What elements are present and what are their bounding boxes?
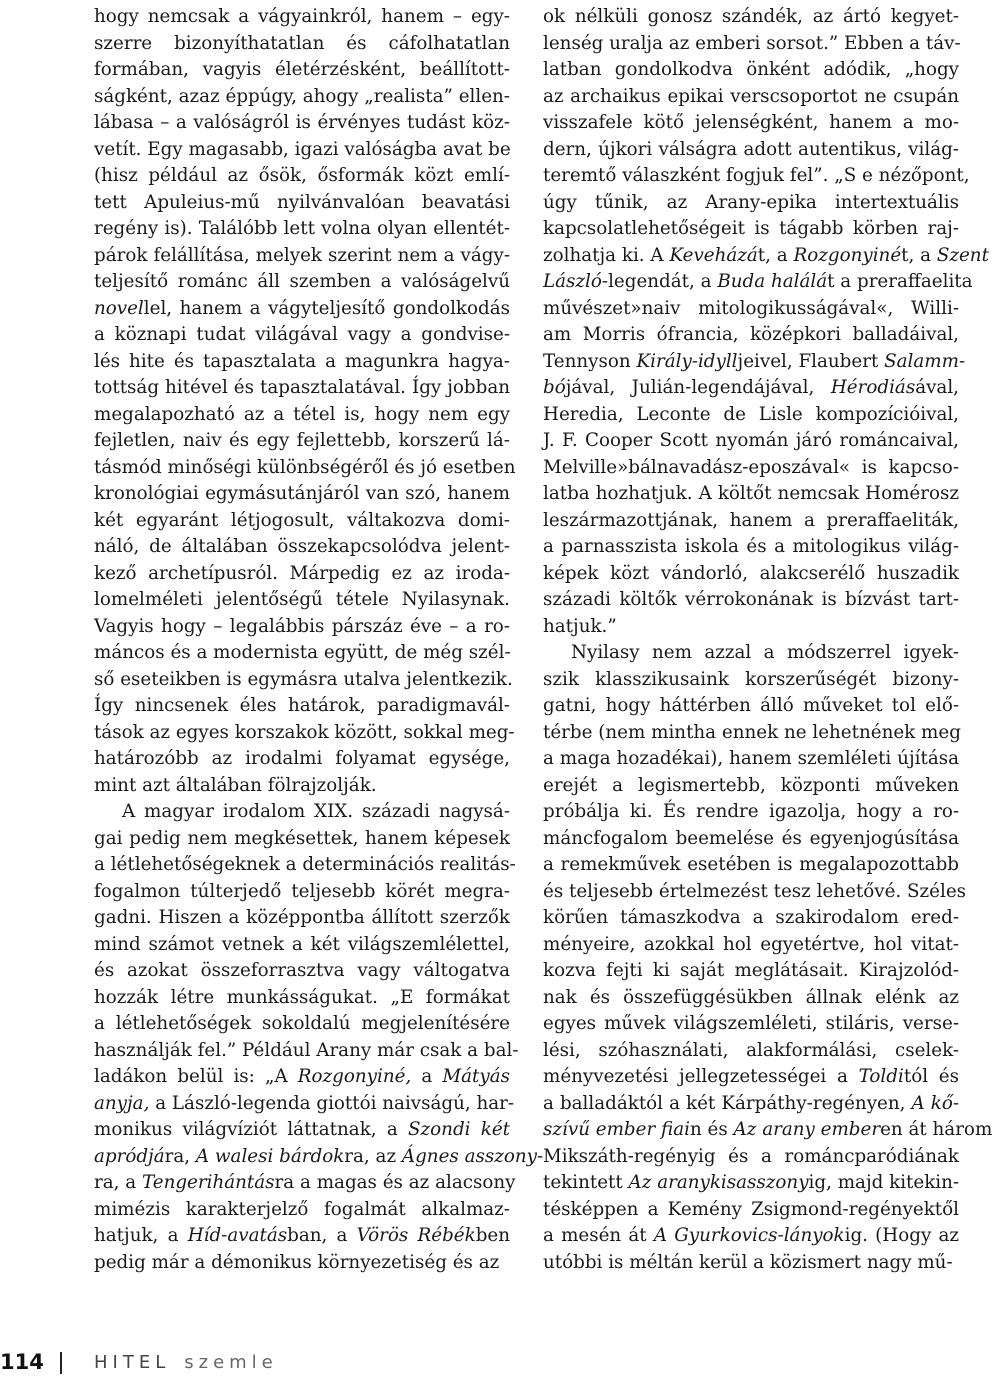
text-segment: formában, vagyis életérzésként, beállított- xyxy=(94,59,510,80)
text-line xyxy=(543,1038,959,1065)
text-line xyxy=(94,826,510,853)
text-segment: gai pedig nem megkésettek, hanem képesek xyxy=(94,827,510,849)
journal-title: HITEL xyxy=(94,1352,171,1373)
text-line xyxy=(94,375,510,402)
text-line xyxy=(94,773,510,800)
text-segment: képek közt vándorló, alakcserélő huszadik xyxy=(543,562,959,584)
text-line xyxy=(543,932,959,959)
text-segment: a maga hozadékai), hanem szemléleti újítása xyxy=(543,748,959,769)
text-segment: ig, majd kitekin- xyxy=(808,1172,960,1193)
text-segment: -legendát, a xyxy=(601,271,718,292)
text-segment: lenség uralja az emberi sorsot.” Ebben a táv- xyxy=(543,32,961,54)
text-segment: két egyaránt létjogosult, váltakozva domi- xyxy=(94,509,510,531)
text-line xyxy=(543,110,959,137)
text-segment: náló, de általában összekapcsolódva jelent- xyxy=(94,536,510,557)
italic-title: Toldi xyxy=(858,1066,904,1087)
italic-title: Salamm- xyxy=(884,350,966,372)
text-line xyxy=(94,1170,516,1197)
text-line xyxy=(94,57,510,84)
text-line xyxy=(543,322,959,349)
text-line xyxy=(543,296,959,323)
text-segment: ra, az xyxy=(344,1145,402,1167)
text-column-left xyxy=(94,4,544,1276)
text-line xyxy=(543,1064,959,1091)
text-segment: egyes művek világszemléleti, stiláris, verse- xyxy=(543,1013,959,1034)
italic-title: Az arany ember xyxy=(733,1119,881,1140)
text-line xyxy=(94,508,510,535)
text-segment: visszafele kötő jelenségként, hanem a mo- xyxy=(543,112,959,133)
text-line xyxy=(94,31,510,58)
text-line xyxy=(543,216,959,243)
text-line xyxy=(543,746,959,773)
italic-title: szívű ember fiai xyxy=(543,1119,690,1140)
text-segment: próbálja ki. És rendre igazolja, hogy a ro- xyxy=(543,801,959,822)
text-line xyxy=(543,4,959,31)
text-segment: ig. (Hogy az xyxy=(844,1225,959,1246)
text-segment: ra, xyxy=(164,1145,196,1167)
italic-title: Híd-avatás xyxy=(187,1225,288,1246)
text-line xyxy=(543,428,959,455)
text-line xyxy=(94,190,510,217)
text-segment: a létlehetőségek sokoldalú megjelenítésére xyxy=(94,1013,510,1034)
text-line xyxy=(94,402,510,429)
text-segment: fogalmon túlterjedő teljesebb körét megra- xyxy=(94,880,510,902)
text-line xyxy=(543,1117,992,1144)
text-segment: dern, újkori válságra adott autentikus, világ- xyxy=(543,138,959,160)
text-line xyxy=(94,799,510,826)
text-line xyxy=(94,1091,515,1118)
text-segment: térbe (nem mintha ennek ne lehetnének meg xyxy=(543,721,961,743)
journal-name xyxy=(94,1352,278,1373)
text-segment: gadni. Hiszen a középpontba állított szerzők xyxy=(94,907,510,928)
text-line xyxy=(543,587,959,614)
text-line xyxy=(543,1091,959,1118)
text-line xyxy=(543,905,959,932)
text-line xyxy=(94,428,510,455)
text-segment: úgy tűnik, az Arany-epika intertextuális xyxy=(543,191,959,213)
text-segment: párok felállítása, melyek szerint nem a vágy- xyxy=(94,244,510,266)
text-segment: századi költők vérrokonának is bízvást tart- xyxy=(543,589,959,610)
text-segment: leszármazottjának, hanem a preraffaeliták, xyxy=(543,509,959,531)
text-line xyxy=(94,349,510,376)
text-segment: használják fel.” Például Arany már csak a bal- xyxy=(94,1039,519,1061)
text-line xyxy=(543,799,959,826)
text-segment: és teljesebb értelmezést tesz lehetővé. Széles xyxy=(543,880,967,902)
text-segment: t, a xyxy=(901,244,937,266)
text-segment: kozva fejti ki saját meglátásait. Kirajzolód- xyxy=(543,960,959,981)
text-line xyxy=(543,1011,959,1038)
text-line xyxy=(543,1250,959,1277)
text-segment: a létlehetőségeknek a determinációs realitás- xyxy=(94,854,516,875)
text-segment: gatni, hogy háttérben álló műveket tol elő- xyxy=(543,695,959,716)
text-line xyxy=(543,31,959,58)
text-line xyxy=(94,667,513,694)
text-segment: kronológiai egymásutánjáról van szó, hanem xyxy=(94,483,510,504)
italic-title: Mátyás xyxy=(442,1066,510,1087)
text-line xyxy=(543,137,959,164)
text-segment: ok nélküli gonosz szándék, az ártó kegyet- xyxy=(543,6,959,27)
text-line xyxy=(94,163,510,190)
text-line xyxy=(94,534,510,561)
text-segment: szerre bizonyíthatatlan és cáfolhatatlan xyxy=(94,32,510,54)
text-segment: máncos és a modernista együtt, de még szél- xyxy=(94,642,511,663)
text-line xyxy=(94,693,510,720)
text-line xyxy=(94,84,510,111)
text-segment: Melville»bálnavadász-eposzával« is kapcso- xyxy=(543,456,959,478)
text-segment: szik klasszikusaink korszerűségét bizony- xyxy=(543,668,959,690)
text-line xyxy=(543,243,989,270)
text-line xyxy=(94,1250,510,1277)
italic-title: A kő- xyxy=(911,1092,959,1114)
text-line xyxy=(543,375,959,402)
text-segment: tottság hitével és tapasztalatával. Így jobban xyxy=(94,377,510,398)
italic-title: Király-idyll xyxy=(636,350,738,372)
text-segment: tások az egyes korszakok között, sokkal meg- xyxy=(94,721,515,743)
text-line xyxy=(543,614,959,641)
text-segment: ra, a xyxy=(94,1172,142,1193)
text-segment: művészet»naiv mitologikusságával«, Willi- xyxy=(543,297,959,319)
text-line xyxy=(543,561,959,588)
italic-title: anyja, xyxy=(94,1092,150,1114)
page-number: 114 xyxy=(0,1350,44,1374)
text-segment: Vagyis hogy – legalábbis párszáz éve – a ro- xyxy=(94,615,510,637)
text-line xyxy=(543,1144,959,1171)
italic-title: Szondi két xyxy=(408,1119,511,1140)
text-line xyxy=(94,720,515,747)
text-segment: Mikszáth-regényig és a románcparódiának xyxy=(543,1145,959,1167)
text-segment: tól és xyxy=(903,1066,959,1087)
text-segment: megalapozható az a tétel is, hogy nem egy xyxy=(94,403,510,425)
text-segment: tett Apuleius-mű nyilvánvalóan beavatási xyxy=(94,191,510,213)
text-line xyxy=(94,640,510,667)
text-segment: monikus világvíziót láttatnak, a xyxy=(94,1119,409,1140)
text-line xyxy=(94,1144,544,1171)
text-segment: tekintett xyxy=(543,1172,629,1193)
text-segment: teremtő válaszként fogjuk fel”. „S e nézőpont, xyxy=(543,165,970,186)
text-line xyxy=(94,269,510,296)
italic-title: Buda halálá xyxy=(717,271,828,292)
italic-title: László xyxy=(543,271,602,292)
italic-title: Rozgonyiné, xyxy=(297,1066,412,1087)
text-line xyxy=(543,852,959,879)
text-segment: jeivel, Flaubert xyxy=(737,350,885,372)
text-line xyxy=(94,216,510,243)
text-segment: n és xyxy=(689,1119,734,1140)
text-segment: regény is). Találóbb lett volna olyan ellentét- xyxy=(94,218,510,239)
text-segment: erejét a legismertebb, központi műveken xyxy=(543,774,959,796)
text-line xyxy=(543,667,959,694)
text-segment: a xyxy=(411,1066,443,1087)
italic-title: Tengerihántás xyxy=(141,1172,275,1193)
text-segment: mind számot vetnek a két világszemlélettel, xyxy=(94,933,510,955)
text-segment: a László-legenda giottói naivságú, har- xyxy=(149,1092,515,1114)
text-line xyxy=(543,879,967,906)
text-segment: mimézis karakterjelző fogalmát alkalmaz- xyxy=(94,1198,510,1220)
text-segment: lési, szóhasználati, alakformálási, cselek- xyxy=(543,1039,959,1061)
text-line xyxy=(543,1170,959,1197)
text-segment: hatjuk, a xyxy=(94,1225,188,1246)
text-segment: ben xyxy=(475,1225,510,1246)
text-segment: máncfogalom beemelése és egyenjogúsítása xyxy=(543,827,959,849)
text-segment: pedig már a démonikus környezetiség és az xyxy=(94,1251,500,1273)
text-column-right xyxy=(543,4,992,1276)
text-line xyxy=(543,163,970,190)
italic-title: Rozgonyiné xyxy=(793,244,902,266)
text-line xyxy=(94,137,510,164)
italic-title: A walesi bárdok xyxy=(195,1145,345,1167)
text-line xyxy=(94,905,510,932)
text-segment: am Morris ófrancia, középkori balladáival, xyxy=(543,324,959,345)
italic-title: novel xyxy=(94,297,144,319)
text-segment: ményeire, azokkal hol egyetértve, hol vitat- xyxy=(543,933,959,955)
text-line xyxy=(94,455,516,482)
italic-title: Ágnes asszony- xyxy=(401,1145,544,1167)
text-segment: a köznapi tudat világával vagy a gondvise- xyxy=(94,324,510,345)
text-line xyxy=(94,1117,510,1144)
text-line xyxy=(94,561,510,588)
text-segment: a parnasszista iskola és a mitologikus világ- xyxy=(543,536,959,557)
text-segment: ra a magas és az alacsony xyxy=(274,1172,516,1193)
text-segment: tásmód minőségi különbségéről és jó esetben xyxy=(94,456,516,478)
text-segment: körűen támaszkodva a szakirodalom ered- xyxy=(543,907,959,928)
text-segment: ső eseteikben is egymásra utalva jelentkezik. xyxy=(94,668,513,690)
text-line xyxy=(543,720,959,747)
text-segment: hatjuk.” xyxy=(543,615,617,637)
text-line xyxy=(543,269,973,296)
text-segment: a mesén át xyxy=(543,1225,654,1246)
italic-title: Hérodiás xyxy=(830,377,916,398)
text-line xyxy=(94,1038,519,1065)
text-segment: teljesítő románc áll szemben a valóságelvű xyxy=(94,271,510,292)
text-segment: ságként, azaz éppúgy, ahogy „realista” ellen- xyxy=(94,85,510,107)
text-line xyxy=(543,693,959,720)
text-line xyxy=(543,1223,959,1250)
text-line xyxy=(543,57,959,84)
text-line xyxy=(94,1197,510,1224)
text-line xyxy=(94,614,510,641)
text-line xyxy=(543,826,959,853)
text-segment: Tennyson xyxy=(543,350,637,372)
text-segment: az archaikus epikai verscsoportot ne csupán xyxy=(543,85,959,107)
text-line xyxy=(94,243,510,270)
text-line xyxy=(94,1011,510,1038)
text-line xyxy=(543,349,966,376)
text-segment: Így nincsenek éles határok, paradigmavál- xyxy=(94,695,510,716)
text-line xyxy=(94,879,510,906)
text-line xyxy=(543,1197,959,1224)
italic-title: A Gyurkovics-lányok xyxy=(653,1225,845,1246)
italic-title: bó xyxy=(543,377,566,398)
text-segment: zolhatja ki. A xyxy=(543,244,670,266)
text-segment: lel, hanem a vágyteljesítő gondolkodás xyxy=(143,297,510,319)
text-segment: t a preraffaelita xyxy=(827,271,973,292)
text-line xyxy=(543,958,959,985)
text-segment: ban, a xyxy=(287,1225,357,1246)
text-line xyxy=(543,985,959,1012)
text-segment: és azokat összeforrasztva vagy váltogatva xyxy=(94,960,510,981)
text-segment: t, a xyxy=(757,244,794,266)
text-line xyxy=(94,587,510,614)
text-line xyxy=(94,958,510,985)
text-segment: tésképpen a Kemény Zsigmond-regényektől xyxy=(543,1198,959,1220)
text-segment: nak és összefüggésükben állnak elénk az xyxy=(543,986,959,1008)
text-segment: jával, Julián-legendájával, xyxy=(565,377,831,398)
text-line xyxy=(94,4,510,31)
journal-section: szemle xyxy=(184,1352,278,1373)
text-line xyxy=(94,932,510,959)
text-segment: lomelméleti jelentőségű tétele Nyilasynak. xyxy=(94,589,510,610)
text-segment: határozóbb az irodalmi folyamat egysége, xyxy=(94,748,510,769)
text-segment: fejletlen, naiv és egy fejlettebb, korszerű lá- xyxy=(94,430,510,451)
text-line xyxy=(94,481,510,508)
text-line xyxy=(543,84,959,111)
text-segment: lábasa – a valóságról is érvényes tudást köz- xyxy=(94,112,510,133)
text-segment: lés hite és tapasztalata a magunkra hagya- xyxy=(94,350,510,372)
text-segment: mint azt általában fölrajzolják. xyxy=(94,774,377,796)
text-line xyxy=(543,455,959,482)
text-segment: Heredia, Leconte de Lisle kompozícióival, xyxy=(543,403,959,425)
text-segment: a balladáktól a két Kárpáthy-regényen, xyxy=(543,1092,912,1114)
text-segment: Nyilasy nem azzal a módszerrel igyek- xyxy=(571,642,959,663)
text-segment: hogy nemcsak a vágyainkról, hanem – egy- xyxy=(94,6,510,27)
text-line xyxy=(94,296,510,323)
italic-title: Keveházá xyxy=(669,244,758,266)
text-line xyxy=(543,481,959,508)
text-line xyxy=(94,852,516,879)
text-line xyxy=(94,1064,510,1091)
text-line xyxy=(543,190,959,217)
text-line xyxy=(543,508,959,535)
text-segment: (hisz például az ősök, ősformák közt emlí- xyxy=(94,165,510,186)
text-line xyxy=(543,773,959,800)
text-segment: ával, xyxy=(915,377,959,398)
text-segment: latban gondolkodva önként adódik, „hogy xyxy=(543,59,959,80)
text-segment: ladákon belül is: „A xyxy=(94,1066,298,1087)
text-segment: a remekművek esetében is megalapozottabb xyxy=(543,854,959,875)
text-segment: ményvezetési jellegzetességei a xyxy=(543,1066,859,1087)
text-line xyxy=(94,110,510,137)
text-line xyxy=(543,534,959,561)
text-segment: hozzák létre munkásságukat. „E formákat xyxy=(94,986,510,1008)
text-line xyxy=(543,402,959,429)
text-segment: kapcsolatlehetőségeit is tágabb körben raj- xyxy=(543,218,959,239)
italic-title: Az aranykisasszony xyxy=(628,1172,809,1193)
italic-title: Szent xyxy=(936,244,989,266)
text-segment: latba hozhatjuk. A költőt nemcsak Homérosz xyxy=(543,483,959,504)
text-segment: kező archetípusról. Márpedig ez az iroda- xyxy=(94,562,510,584)
text-segment: utóbbi is méltán kerül a közismert nagy mű- xyxy=(543,1251,953,1273)
italic-title: Vörös Rébék xyxy=(356,1225,476,1246)
text-line xyxy=(94,1223,510,1250)
text-line xyxy=(94,322,510,349)
text-segment: J. F. Cooper Scott nyomán járó románcaival, xyxy=(543,430,959,451)
text-segment: en át három xyxy=(880,1119,992,1140)
text-segment: vetít. Egy magasabb, igazi valóságba avat be xyxy=(94,138,511,160)
text-line xyxy=(94,746,510,773)
footer-divider xyxy=(60,1352,62,1374)
text-segment: A magyar irodalom XIX. századi nagysá- xyxy=(122,801,510,822)
text-line xyxy=(94,985,510,1012)
text-line xyxy=(543,640,959,667)
italic-title: apródjá xyxy=(94,1145,165,1167)
